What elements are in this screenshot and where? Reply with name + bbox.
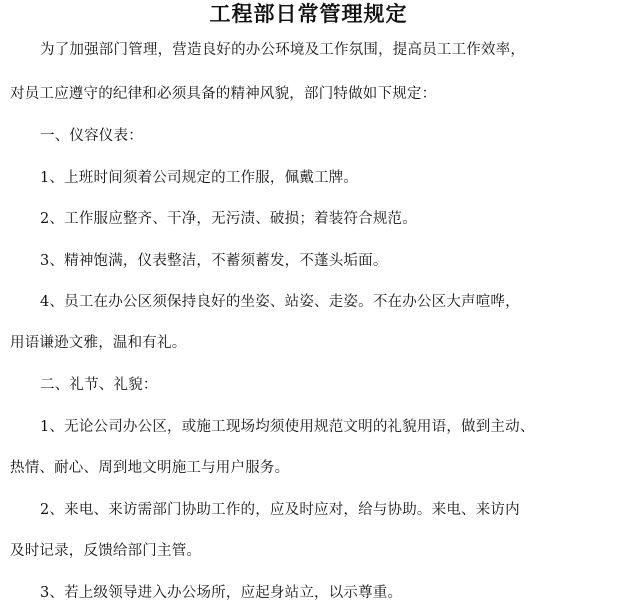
list-item: 2、工作服应整齐、干净，无污渍、破损；着装符合规范。 xyxy=(40,211,417,227)
section-heading: 二、礼节、礼貌： xyxy=(40,377,158,393)
section-heading: 一、仪容仪表： xyxy=(40,128,143,144)
list-item: 1、无论公司办公区，或施工现场均须使用规范文明的礼貌用语，做到主动、 xyxy=(40,419,535,435)
list-item: 4、员工在办公区须保持良好的坐姿、站姿、走姿。不在办公区大声喧哗， xyxy=(40,294,520,310)
paragraph-line: 对员工应遵守的纪律和必须具备的精神风貌，部门特做如下规定： xyxy=(10,86,437,102)
document-title: 工程部日常管理规定 xyxy=(209,1,408,26)
paragraph-line: 为了加强部门管理，营造良好的办公环境及工作氛围，提高员工工作效率， xyxy=(40,42,526,58)
list-item: 3、若上级领导进入办公场所，应起身站立，以示尊重。 xyxy=(40,585,403,601)
list-item-continuation: 热情、耐心、周到地文明施工与用户服务。 xyxy=(10,460,290,476)
list-item-continuation: 及时记录，反馈给部门主管。 xyxy=(10,543,202,559)
list-item: 1、上班时间须着公司规定的工作服，佩戴工牌。 xyxy=(40,170,359,186)
list-item-continuation: 用语谦逊文雅，温和有礼。 xyxy=(10,335,187,351)
list-item: 3、精神饱满，仪表整洁，不蓄须蓄发，不蓬头垢面。 xyxy=(40,253,388,269)
list-item: 2、来电、来访需部门协助工作的，应及时应对，给与协助。来电、来访内 xyxy=(40,502,520,518)
